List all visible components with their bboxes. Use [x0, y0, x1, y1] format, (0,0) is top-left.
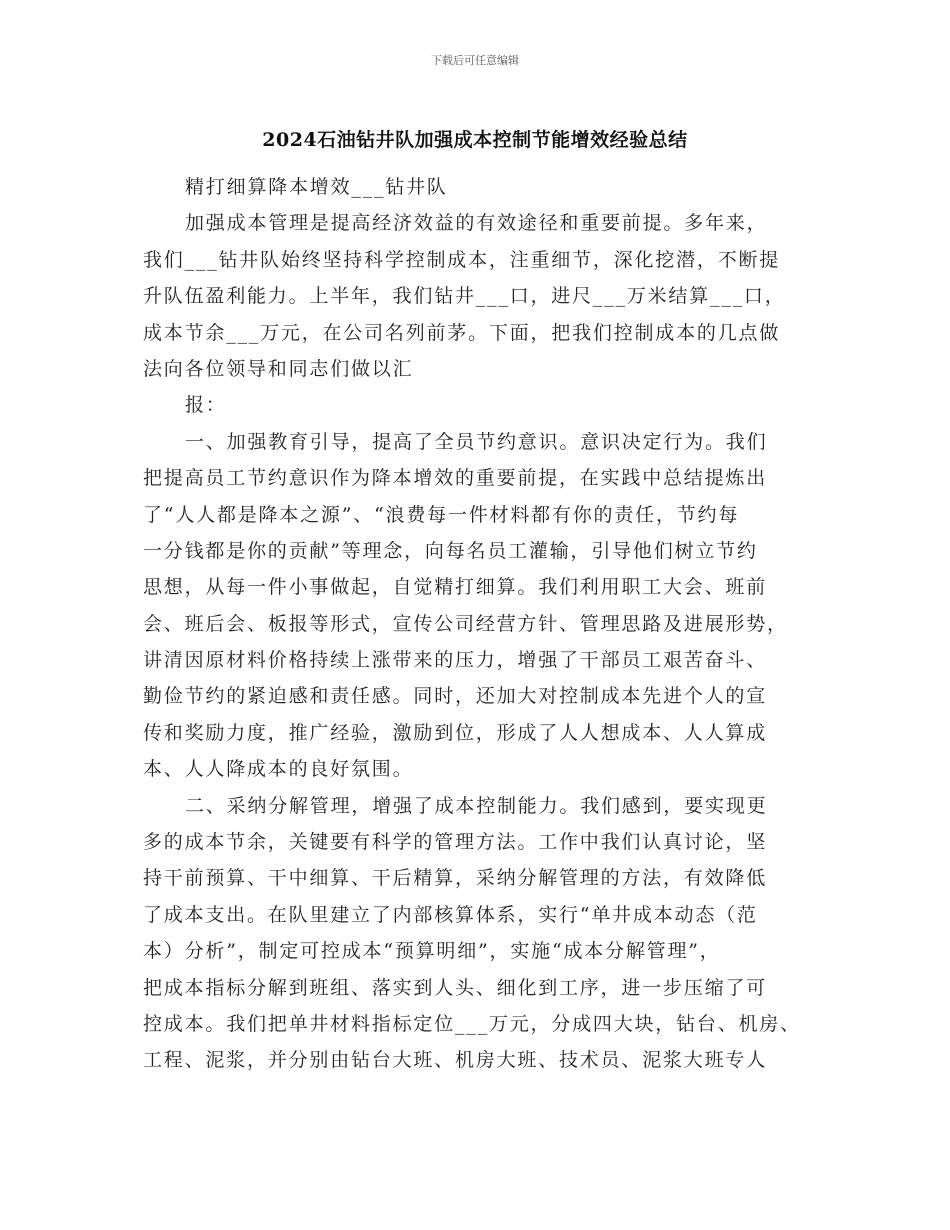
text-line: 会、班后会、板报等形式，宣传公司经营方针、管理思路及进展形势，	[143, 612, 788, 635]
text-line: 升队伍盈利能力。上半年，我们钻井___口，进尺___万米结算___口，	[143, 285, 786, 308]
text-line: 了“人人都是降本之源”、“浪费每一件材料都有你的责任，节约每	[143, 503, 740, 526]
text-line: 勤俭节约的紧迫感和责任感。同时，还加大对控制成本先进个人的宣	[143, 685, 768, 708]
text-line: 持干前预算、干中细算、干后精算，采纳分解管理的方法，有效降低	[143, 867, 768, 890]
text-line: 成本节余___万元，在公司名列前茅。下面，把我们控制成本的几点做	[143, 321, 781, 344]
text-line: 一分钱都是你的贡献”等理念，向每名员工灌输，引导他们树立节约	[143, 539, 758, 562]
document-body	[143, 169, 833, 1079]
text-line: 思想，从每一件小事做起，自觉精打细算。我们利用职工大会、班前	[143, 576, 768, 599]
text-line: 讲清因原材料价格持续上涨带来的压力，增强了干部员工艰苦奋斗、	[143, 649, 768, 672]
text-line: 工程、泥浆，并分别由钻台大班、机房大班、技术员、泥浆大班专人	[143, 1049, 768, 1072]
text-line: 把成本指标分解到班组、落实到人头、细化到工序，进一步压缩了可	[143, 976, 768, 999]
text-line: 加强成本管理是提高经济效益的有效途径和重要前提。多年来，	[185, 212, 768, 235]
text-line: 我们___钻井队始终坚持科学控制成本，注重细节，深化挖潜，不断提	[143, 248, 781, 271]
document-title: 2024石油钻井队加强成本控制节能增效经验总结	[262, 129, 688, 151]
text-line: 了成本支出。在队里建立了内部核算体系，实行“单井成本动态（范	[143, 903, 758, 926]
text-line: 二、采纳分解管理，增强了成本控制能力。我们感到，要实现更	[185, 794, 768, 817]
text-line: 一、加强教育引导，提高了全员节约意识。意识决定行为。我们	[185, 430, 768, 453]
header-note: 下载后可任意编辑	[431, 54, 519, 67]
text-line: 报：	[185, 394, 227, 417]
text-line: 本）分析”，制定可控成本“预算明细”，实施“成本分解管理”，	[143, 940, 721, 963]
text-line: 传和奖励力度，推广经验，激励到位，形成了人人想成本、人人算成	[143, 721, 768, 744]
text-line: 多的成本节余，关键要有科学的管理方法。工作中我们认真讨论，坚	[143, 831, 768, 854]
text-line: 把提高员工节约意识作为降本增效的重要前提，在实践中总结提炼出	[143, 467, 768, 490]
text-line: 控成本。我们把单井材料指标定位___万元，分成四大块，钻台、机房、	[143, 1012, 801, 1035]
text-line: 精打细算降本增效___钻井队	[185, 176, 448, 198]
text-line: 本、人人降成本的良好氛围。	[143, 758, 414, 781]
text-line: 法向各位领导和同志们做以汇	[143, 357, 414, 380]
